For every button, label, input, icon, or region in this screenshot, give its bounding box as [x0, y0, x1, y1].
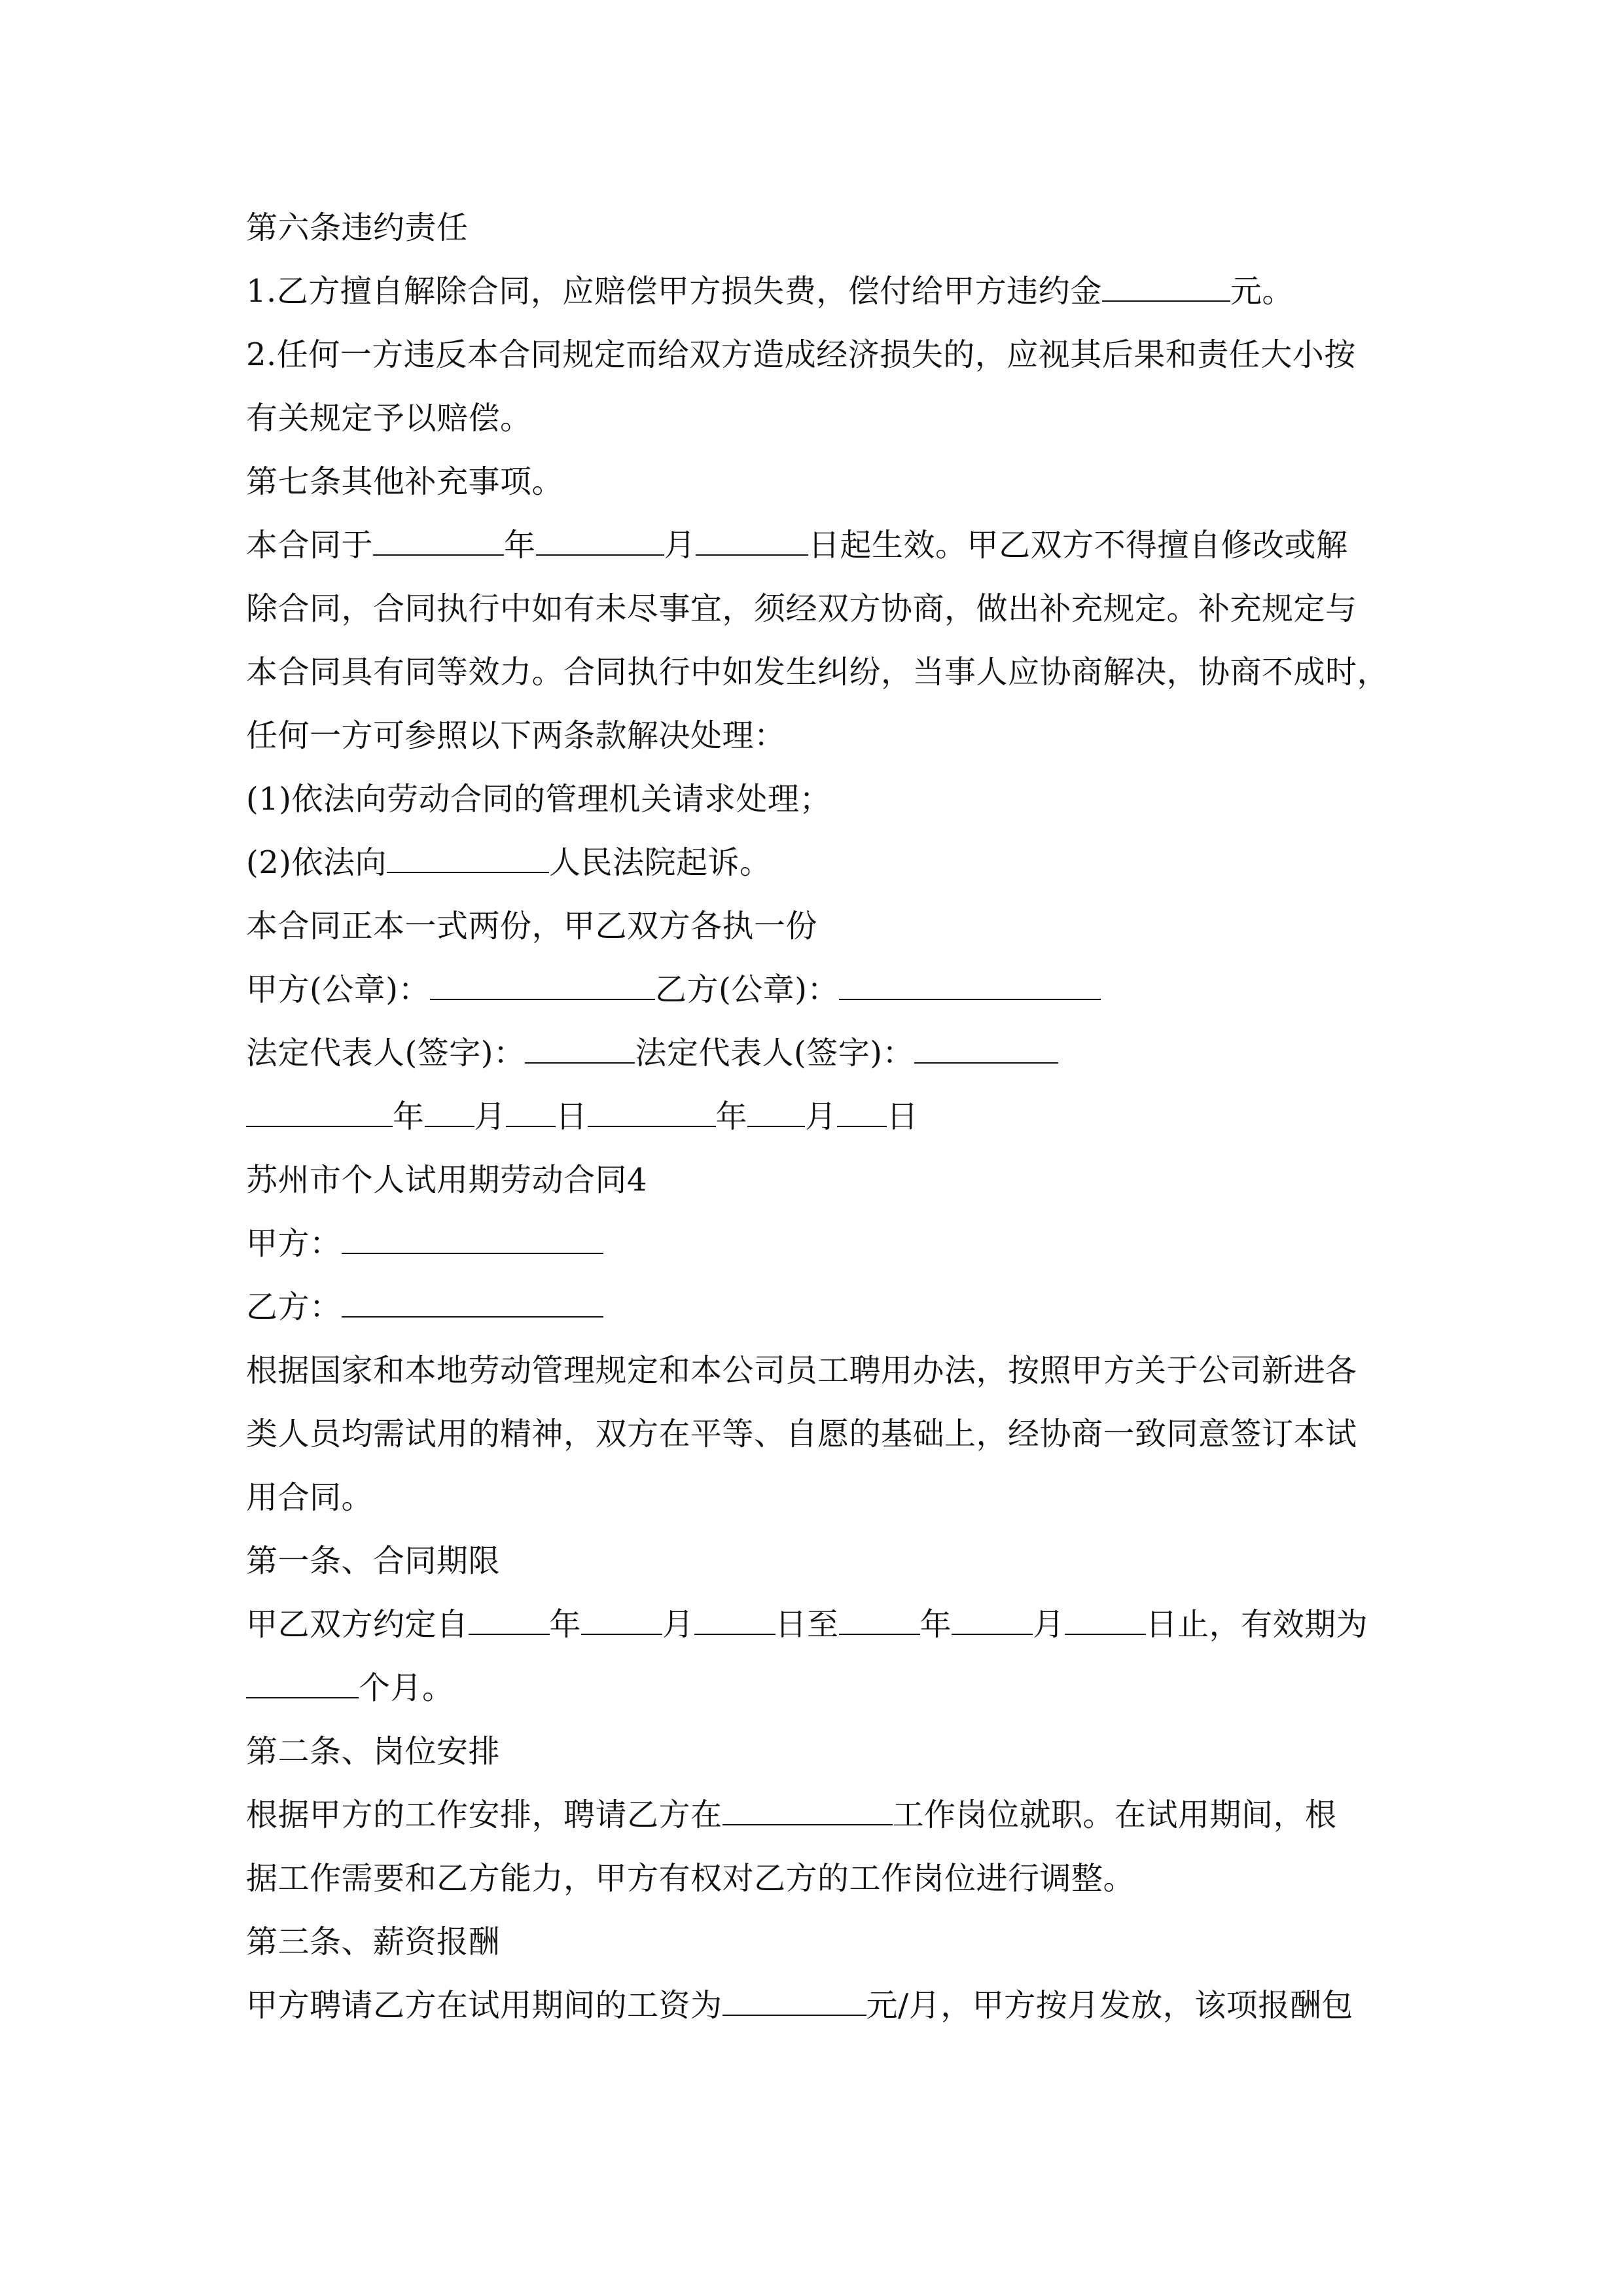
court-name-blank[interactable] — [387, 846, 549, 873]
article-7-paragraph-line-4: 任何一方可参照以下两条款解决处理： — [246, 717, 786, 754]
legal-representative-line: 法定代表人(签字)： 法定代表人(签字)： — [246, 1033, 1058, 1073]
party-b-line: 乙方： — [246, 1287, 603, 1327]
dispute-option-1: (1)依法向劳动合同的管理机关请求处理； — [246, 781, 831, 817]
seal-line: 甲方(公章)： 乙方(公章)： — [246, 970, 1101, 1009]
effective-date-line: 本合同于 年 月 日起生效。甲乙双方不得擅自修改或解 — [246, 527, 1348, 564]
effective-day-blank[interactable] — [696, 528, 808, 556]
sign-year-a-blank[interactable] — [246, 1100, 393, 1127]
term-start-day-blank[interactable] — [694, 1607, 776, 1635]
intro-line-3: 用合同。 — [246, 1479, 374, 1516]
term-end-month-blank[interactable] — [952, 1607, 1033, 1635]
legal-rep-a-blank[interactable] — [525, 1036, 635, 1064]
contract-4-title: 苏州市个人试用期劳动合同4 — [246, 1162, 648, 1198]
article-7-heading: 第七条其他补充事项。 — [246, 463, 564, 500]
sign-month-a-blank[interactable] — [425, 1100, 474, 1127]
article-1-heading: 第一条、合同期限 — [246, 1543, 501, 1579]
article-6-item-1: 1.乙方擅自解除合同，应赔偿甲方损失费，偿付给甲方违约金 元。 — [246, 273, 1294, 310]
article-2-line-2: 据工作需要和乙方能力，甲方有权对乙方的工作岗位进行调整。 — [246, 1860, 1135, 1897]
contract-term-line: 甲乙双方约定自 年 月 日至 年 月 日止，有效期为 — [246, 1606, 1368, 1643]
term-start-year-blank[interactable] — [469, 1607, 550, 1635]
intro-line-2: 类人员均需试用的精神，双方在平等、自愿的基础上，经协商一致同意签订本试 — [246, 1416, 1357, 1452]
copies-statement: 本合同正本一式两份，甲乙双方各执一份 — [246, 908, 818, 944]
monthly-salary-blank[interactable] — [722, 1988, 866, 2016]
duration-months-blank[interactable] — [246, 1671, 359, 1698]
party-a-name-blank[interactable] — [342, 1227, 603, 1254]
term-start-month-blank[interactable] — [581, 1607, 662, 1635]
term-end-year-blank[interactable] — [839, 1607, 920, 1635]
job-position-blank[interactable] — [722, 1798, 893, 1825]
article-3-line-1: 甲方聘请乙方在试用期间的工资为 元/月，甲方按月发放，该项报酬包 — [246, 1987, 1353, 2024]
effective-year-blank[interactable] — [373, 528, 504, 556]
article-6-item-2-line-1: 2.任何一方违反本合同规定而给双方造成经济损失的，应视其后果和责任大小按 — [246, 336, 1356, 373]
article-7-paragraph-line-2: 除合同，合同执行中如有未尽事宜，须经双方协商，做出补充规定。补充规定与 — [246, 590, 1357, 627]
article-6-heading: 第六条违约责任 — [246, 209, 469, 246]
intro-line-1: 根据国家和本地劳动管理规定和本公司员工聘用办法，按照甲方关于公司新进各 — [246, 1352, 1357, 1389]
party-a-line: 甲方： — [246, 1224, 603, 1263]
sign-day-a-blank[interactable] — [506, 1100, 556, 1127]
sign-month-b-blank[interactable] — [747, 1100, 805, 1127]
dispute-option-2: (2)依法向 人民法院起诉。 — [246, 844, 772, 881]
article-2-line-1: 根据甲方的工作安排，聘请乙方在 工作岗位就职。在试用期间，根 — [246, 1797, 1337, 1833]
party-a-seal-blank[interactable] — [430, 973, 655, 1000]
article-2-heading: 第二条、岗位安排 — [246, 1733, 501, 1770]
sign-day-b-blank[interactable] — [837, 1100, 887, 1127]
article-3-heading: 第三条、薪资报酬 — [246, 1924, 501, 1960]
party-b-seal-blank[interactable] — [839, 973, 1101, 1000]
sign-year-b-blank[interactable] — [588, 1100, 716, 1127]
contract-duration-line: 个月。 — [246, 1668, 454, 1708]
penalty-amount-blank[interactable] — [1102, 274, 1230, 302]
article-6-item-2-line-2: 有关规定予以赔偿。 — [246, 400, 532, 437]
signing-date-line: 年 月 日 年 月 日 — [246, 1097, 918, 1136]
term-end-day-blank[interactable] — [1065, 1607, 1146, 1635]
legal-rep-b-blank[interactable] — [914, 1036, 1058, 1064]
party-b-name-blank[interactable] — [342, 1290, 603, 1318]
effective-month-blank[interactable] — [536, 528, 664, 556]
article-7-paragraph-line-3: 本合同具有同等效力。合同执行中如发生纠纷，当事人应协商解决，协商不成时， — [246, 654, 1389, 691]
